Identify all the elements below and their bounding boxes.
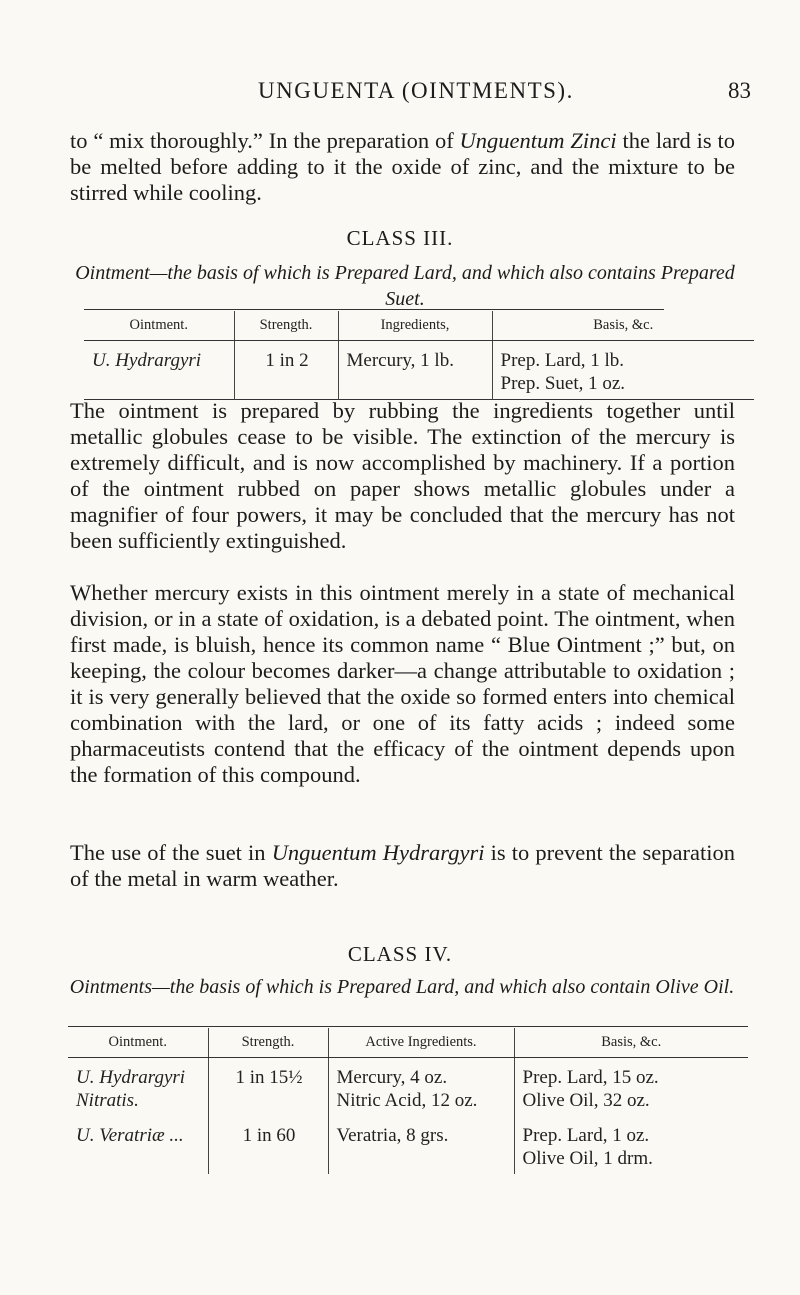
body-p3-italic: Unguentum Hydrargyri [271,840,485,865]
basis-line: Prep. Lard, 1 oz. [522,1125,650,1146]
table-header-row [68,1028,748,1058]
col-strength: Strength. [208,1028,328,1058]
basis-line: Prep. Lard, 1 lb. [500,350,624,371]
table-top-rule [84,309,664,310]
col-strength: Strength. [234,311,338,341]
col-ingredients: Ingredients, [338,311,492,341]
table-top-rule [68,1026,748,1027]
page-number: 83 [728,78,751,103]
ointment-name: U. Veratriæ ... [76,1125,184,1146]
body-paragraph-3 [70,840,735,892]
class-4-description: Ointments—the basis of which is Prepared Lard, and which also contain Olive Oil. [69,976,735,998]
strength-value: 1 in 15½ [208,1058,328,1117]
basis-value [492,341,754,400]
ointment-name [68,1058,208,1117]
col-ointment: Ointment. [84,311,234,341]
ingredients-value: Mercury, 1 lb. [338,341,492,400]
strength-value: 1 in 2 [234,341,338,400]
col-ointment: Ointment. [68,1028,208,1058]
intro-paragraph [70,128,735,206]
body-paragraph-1: The ointment is prepared by rubbing the ingredients together until metallic globules cease to be visible. The extinction of the mercury is extremely difficult, and is now accomplished by machinery. If a portion of the ointment rubbed on paper shows metallic globules under a magnifier of four powers, it may be concluded that the mercury has not been sufficiently extinguished. [70,398,735,553]
class-3-heading: CLASS III. [346,226,454,250]
ointment-line: Nitratis. [76,1090,139,1111]
table-row [84,341,754,400]
ingredient-line: Mercury, 4 oz. [336,1067,448,1088]
col-basis: Basis, &c. [492,311,754,341]
intro-text: to “ mix thoroughly.” In the preparation of [70,128,460,153]
body-p3-end: is to prevent the separation of the metal in warm weather. [70,840,735,891]
table-row [68,1116,748,1174]
basis-line: Prep. Suet, 1 oz. [500,373,626,394]
ingredient-line: Nitric Acid, 12 oz. [336,1090,478,1111]
table-header-row [84,311,754,341]
intro-italic: Unguentum Zinci [459,128,617,153]
basis-value [514,1116,748,1174]
body-paragraph-2: Whether mercury exists in this ointment merely in a state of mechanical division, or in a state of oxidation, is a debated point. The ointment, when first made, is bluish, hence its common name “ Blue Ointment ;” but, on keeping, the colour becomes darker—a change attributable to oxidation ; it is very generally believed that the oxide so formed enters into chemical combination with the lard, or one of its fatty acids ; indeed some pharmaceutists contend that the efficacy of the ointment depends upon the formation of this compound. [70,580,735,787]
ointment-name: U. Hydrargyri [92,350,202,371]
class-4-heading: CLASS IV. [347,942,453,966]
strength-value: 1 in 60 [208,1116,328,1174]
basis-line: Olive Oil, 1 drm. [522,1148,653,1169]
ingredients-value: Veratria, 8 grs. [328,1116,514,1174]
class-3-description: Ointment—the basis of which is Prepared Lard, and which also contains Prepared Suet. [75,262,735,310]
basis-line: Prep. Lard, 15 oz. [522,1067,659,1088]
running-header [0,78,800,108]
ointment-line: U. Hydrargyri [76,1067,186,1088]
basis-value [514,1058,748,1117]
ingredients-value [328,1058,514,1117]
col-basis: Basis, &c. [514,1028,748,1058]
col-active-ingredients: Active Ingredients. [328,1028,514,1058]
intro-text-rest: the lard is to be melted before adding to it the oxide of zinc, and the mixture to be stirred while cooling. [70,128,735,205]
body-p3-start: The use of the suet in [70,840,272,865]
basis-line: Olive Oil, 32 oz. [522,1090,650,1111]
running-title: UNGUENTA (OINTMENTS). [258,78,574,103]
class-3-table [84,311,754,400]
class-4-table [68,1028,748,1174]
table-row [68,1058,748,1117]
